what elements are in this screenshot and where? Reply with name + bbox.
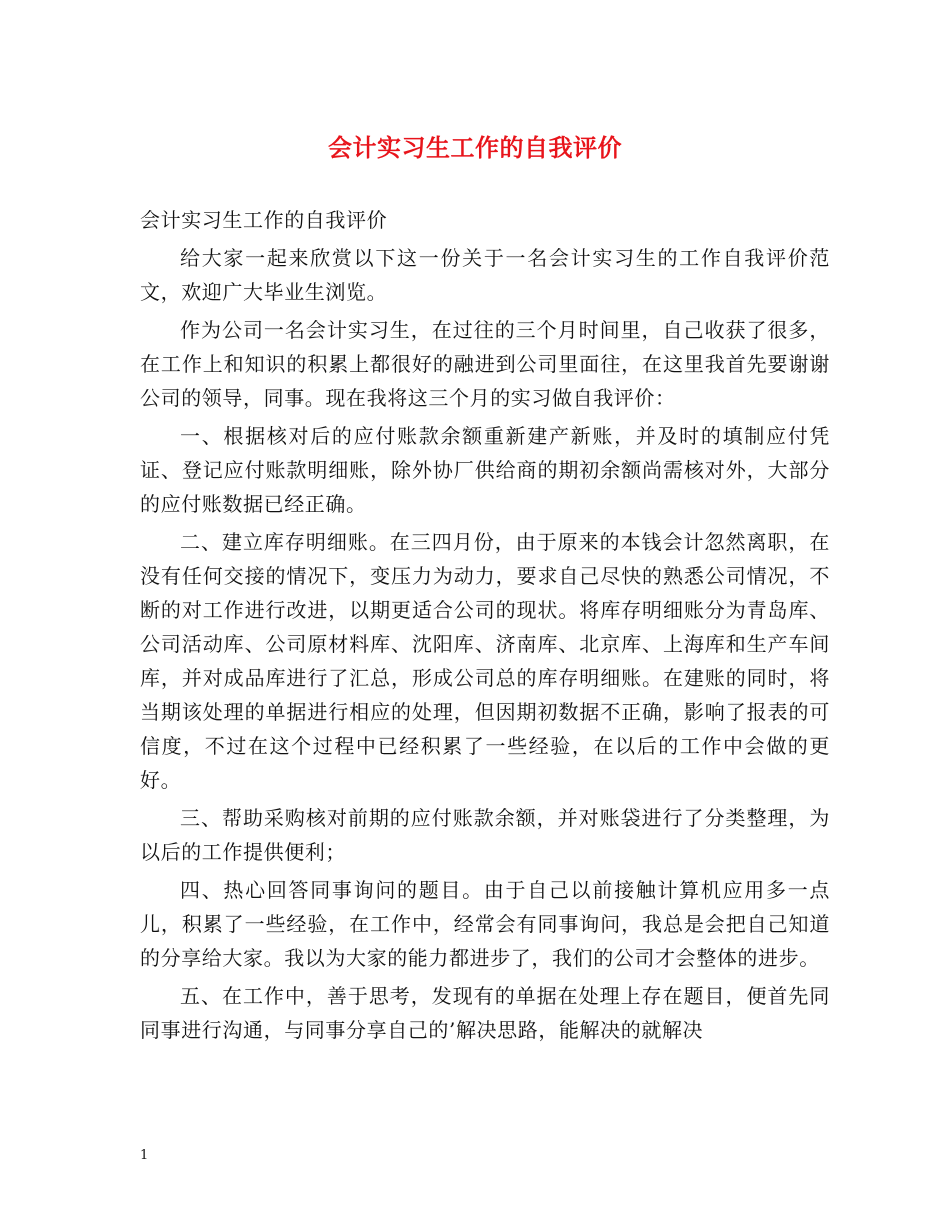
paragraph-intro: 给大家一起来欣赏以下这一份关于一名会计实习生的工作自我评价范文，欢迎广大毕业生浏览。 <box>140 246 830 304</box>
paragraph-item-3: 三、帮助采购核对前期的应付账款余额，并对账袋进行了分类整理，为以后的工作提供便利； <box>140 806 830 864</box>
document-title: 会计实习生工作的自我评价 <box>328 133 622 162</box>
paragraph-item-1: 一、根据核对后的应付账款余额重新建产新账，并及时的填制应付凭证、登记应付账款明细账，除外协厂供给商的期初余额尚需核对外，大部分的应付账数据已经正确。 <box>140 424 830 516</box>
document-body <box>140 203 830 1051</box>
paragraph-overview: 作为公司一名会计实习生，在过往的三个月时间里，自己收获了很多，在工作上和知识的积累上都很好的融进到公司里面往，在这里我首先要谢谢公司的领导，同事。现在我将这三个月的实习做自我评价： <box>140 318 830 410</box>
paragraph-item-5: 五、在工作中，善于思考，发现有的单据在处理上存在题目，便首先同同事进行沟通，与同事分享自己的’解决思路，能解决的就解决 <box>140 984 830 1042</box>
document-subtitle: 会计实习生工作的自我评价 <box>140 208 388 232</box>
paragraph-item-4: 四、热心回答同事询问的题目。由于自己以前接触计算机应用多一点儿，积累了一些经验，在工作中，经常会有同事询问，我总是会把自己知道的分享给大家。我以为大家的能力都进步了，我们的公司才会整体的进步。 <box>140 878 830 970</box>
page-number: 1 <box>140 1148 149 1163</box>
paragraph-item-2: 二、建立库存明细账。在三四月份，由于原来的本钱会计忽然离职，在没有任何交接的情况下，变压力为动力，要求自己尽快的熟悉公司情况，不断的对工作进行改进，以期更适合公司的现状。将库存明细账分为青岛库、公司活动库、公司原材料库、沈阳库、济南库、北京库、上海库和生产车间库，并对成品库进行了汇总，形成公司总的库存明细账。在建账的同时，将当期该处理的单据进行相应的处理，但因期初数据不正确，影响了报表的可信度，不过在这个过程中已经积累了一些经验，在以后的工作中会做的更好。 <box>140 530 830 792</box>
